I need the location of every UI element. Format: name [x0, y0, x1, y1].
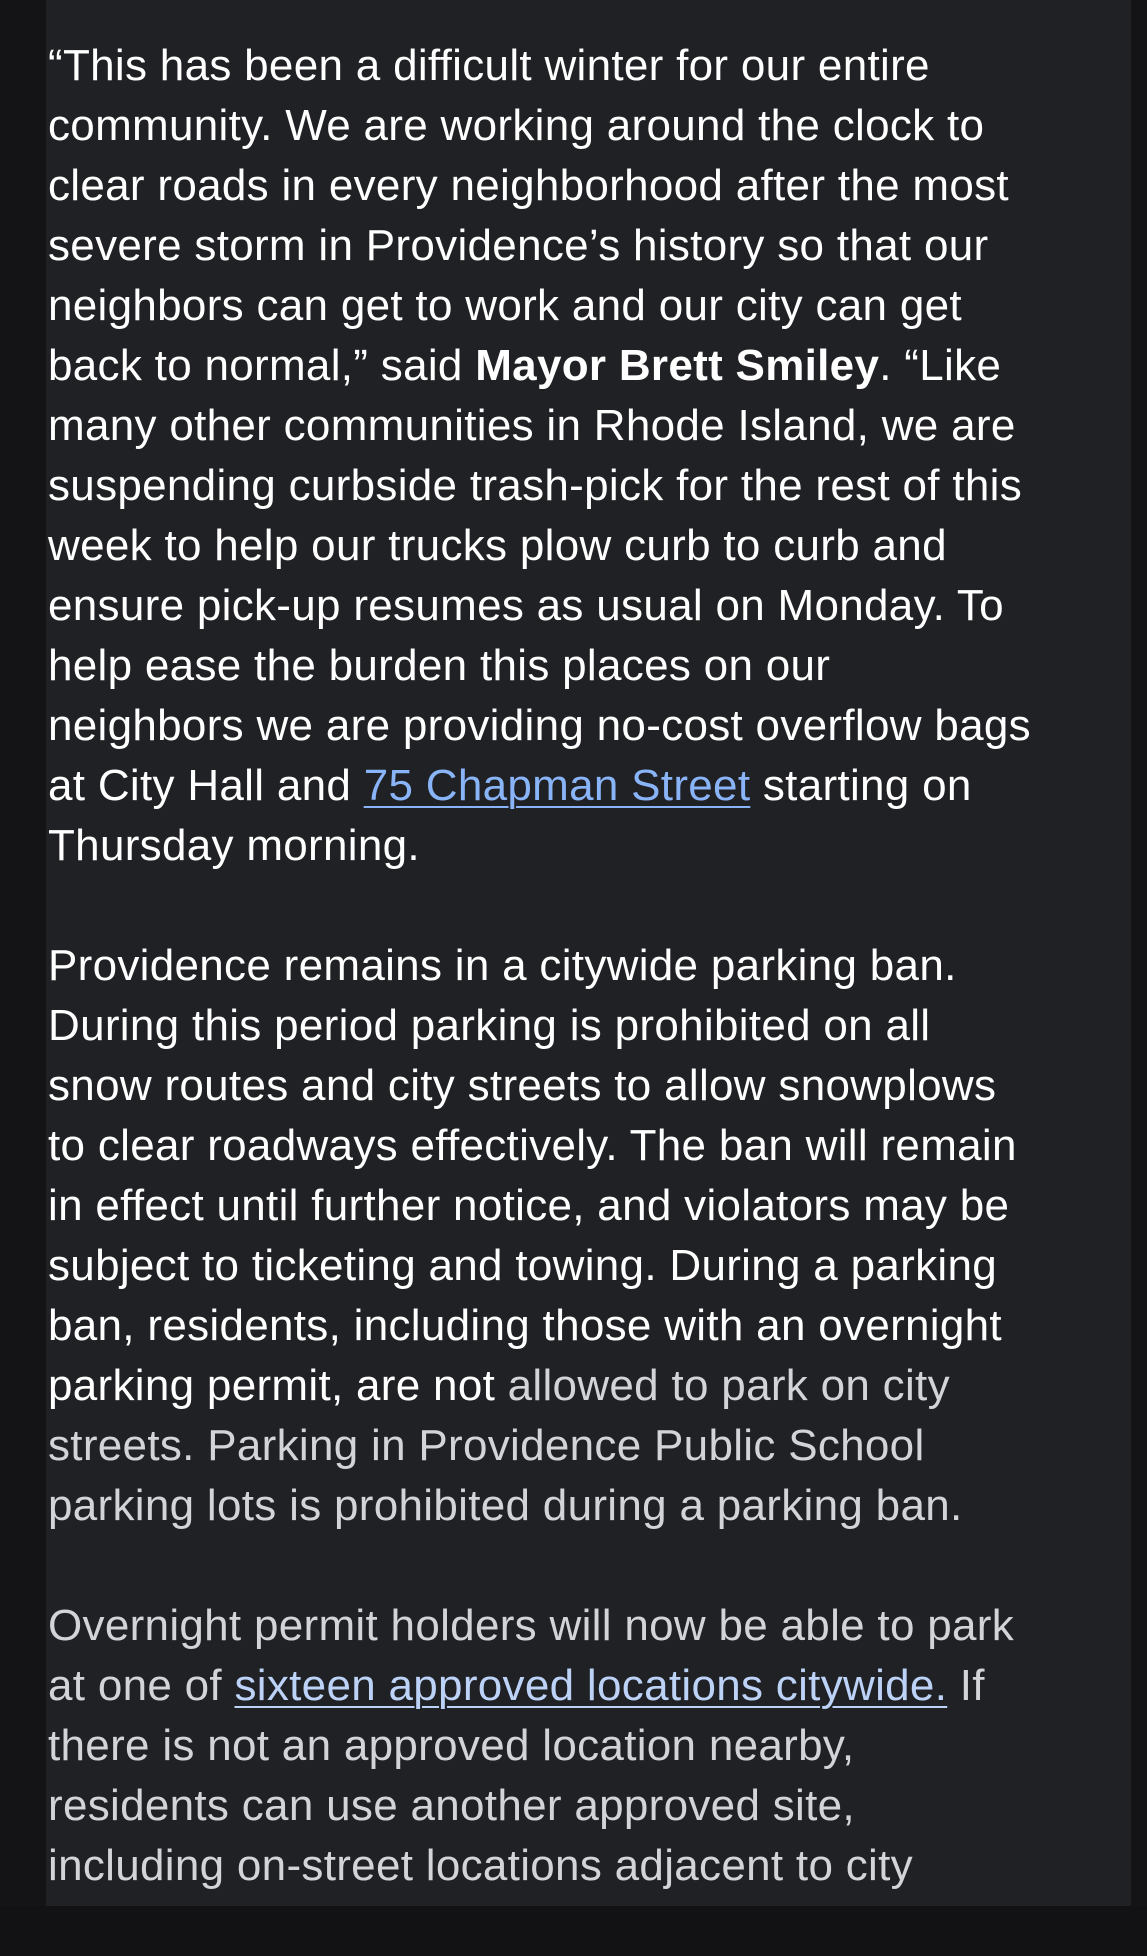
left-margin	[0, 0, 46, 1906]
paragraph-overnight-permits	[48, 1596, 1133, 1896]
speaker-name: Mayor Brett Smiley	[475, 341, 880, 390]
permit-text-end: If there is not an approved location nearby, residents can use another approved site, including on-street locations adjacent to city	[48, 1661, 985, 1890]
chapman-street-link[interactable]: 75 Chapman Street	[363, 761, 751, 810]
right-margin	[1131, 0, 1147, 1906]
paragraph-mayor-quote	[48, 36, 1133, 876]
permit-text-start: Overnight permit holders will now be able to park at one of	[48, 1601, 1015, 1710]
parking-ban-text-continued: allowed to park on city streets. Parking in Providence Public School parking lots is prohibited during a parking ban.	[48, 1361, 963, 1530]
parking-ban-text: Providence remains in a citywide parking ban. During this period parking is prohibited on all snow routes and city streets to allow snowplows to clear roadways effectively. The ban will remain in effect until further notice, and violators may be subject to ticketing and towing. During a parking ban, residents, including those with an overnight parking permit, are not	[48, 941, 1017, 1410]
article-body	[48, 36, 1133, 1956]
approved-locations-link[interactable]: sixteen approved locations citywide.	[234, 1661, 948, 1710]
paragraph-parking-ban	[48, 936, 1133, 1536]
quote-text-start: “This has been a difficult winter for our entire community. We are working around the clock to clear roads in every neighborhood after the most severe storm in Providence’s history so that our neighbors can get to work and our city can get back to normal,” said	[48, 41, 1009, 390]
quote-text-end: starting on Thursday morning.	[48, 761, 972, 870]
quote-text-middle: . “Like many other communities in Rhode Island, we are suspending curbside trash-pick for the rest of this week to help our trucks plow curb to curb and ensure pick-up resumes as usual on Monday. To help ease the burden this places on our neighbors we are providing no-cost overflow bags at City Hall and	[48, 341, 1031, 810]
